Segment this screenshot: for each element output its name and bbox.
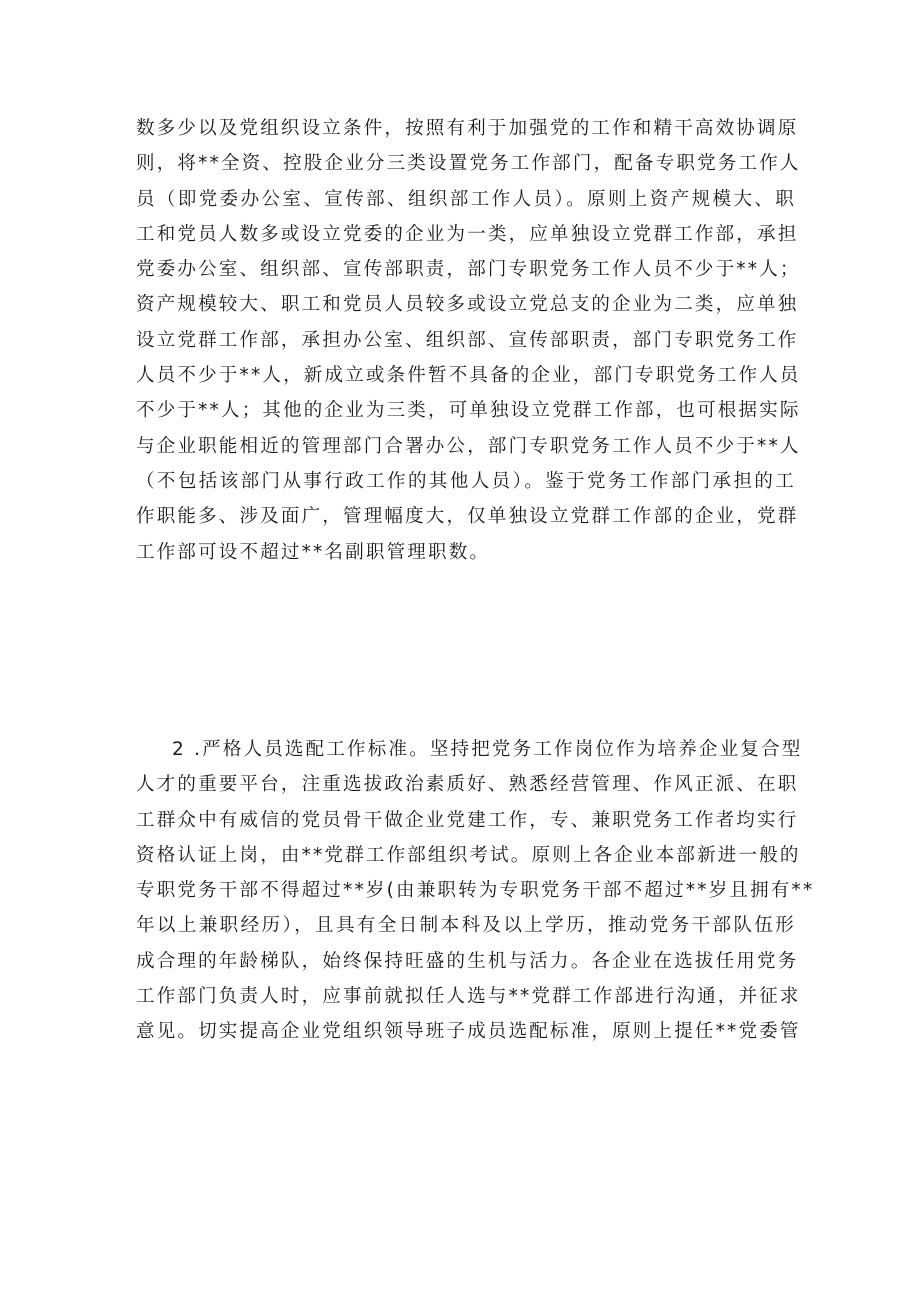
paragraph-line: 设立党群工作部，承担办公室、组织部、宣传部职责，部门专职党务工作 bbox=[136, 329, 799, 351]
paragraph-line: 员（即党委办公室、宣传部、组织部工作人员）。原则上资产规模大、职 bbox=[136, 188, 796, 210]
paragraph-line: （不包括该部门从事行政工作的其他人员）。鉴于党务工作部门承担的工 bbox=[136, 470, 796, 492]
paragraph-line: 与企业职能相近的管理部门合署办公，部门专职党务工作人员不少于**人 bbox=[136, 435, 801, 457]
paragraph-line: 工作部可设不超过**名副职管理职数。 bbox=[136, 541, 491, 563]
paragraph-line: 工作部门负责人时，应事前就拟任人选与**党群工作部进行沟通，并征求 bbox=[136, 986, 801, 1008]
paragraph-staff-selection bbox=[136, 732, 815, 1050]
paragraph-line: 数多少以及党组织设立条件，按照有利于加强党的工作和精干高效协调原 bbox=[136, 118, 799, 139]
paragraph-line: 年以上兼职经历），且具有全日制本科及以上学历，推动党务干部队伍形 bbox=[136, 915, 796, 937]
paragraph-line: 则，将**全资、控股企业分三类设置党务工作部门，配备专职党务工作人 bbox=[136, 153, 801, 175]
paragraph-line: 工群众中有威信的党员骨干做企业党建工作，专、兼职党务工作者均实行 bbox=[136, 809, 799, 831]
paragraph-line: 资产规模较大、职工和党员人员较多或设立党总支的企业为二类，应单独 bbox=[136, 294, 799, 316]
paragraph-line: 工和党员人数多或设立党委的企业为一类，应单独设立党群工作部，承担 bbox=[136, 223, 799, 245]
paragraph-line: 作职能多、涉及面广，管理幅度大，仅单独设立党群工作部的企业，党群 bbox=[136, 506, 799, 528]
paragraph-party-departments bbox=[136, 111, 801, 570]
paragraph-line: 人才的重要平台，注重选拔政治素质好、熟悉经营管理、作风正派、在职 bbox=[136, 774, 799, 796]
paragraph-line: 人员不少于**人，新成立或条件暂不具备的企业，部门专职党务工作人员 bbox=[136, 365, 801, 387]
paragraph-line: 成合理的年龄梯队，始终保持旺盛的生机与活力。各企业在选拔任用党务 bbox=[136, 950, 799, 972]
paragraph-line: 党委办公室、组织部、宣传部职责，部门专职党务工作人员不少于**人； bbox=[136, 259, 801, 281]
paragraph-line: 专职党务干部不得超过**岁(由兼职转为专职党务干部不超过**岁且拥有** bbox=[136, 880, 815, 902]
paragraph-line: 意见。切实提高企业党组织领导班子成员选配标准，原则上提任**党委管 bbox=[136, 1021, 801, 1043]
paragraph-line: 不少于**人；其他的企业为三类，可单独设立党群工作部，也可根据实际 bbox=[136, 400, 801, 422]
paragraph-line: 资格认证上岗，由**党群工作部组织考试。原则上各企业本部新进一般的 bbox=[136, 844, 801, 866]
paragraph-line: 2 .严格人员选配工作标准。坚持把党务工作岗位作为培养企业复合型 bbox=[172, 739, 803, 760]
